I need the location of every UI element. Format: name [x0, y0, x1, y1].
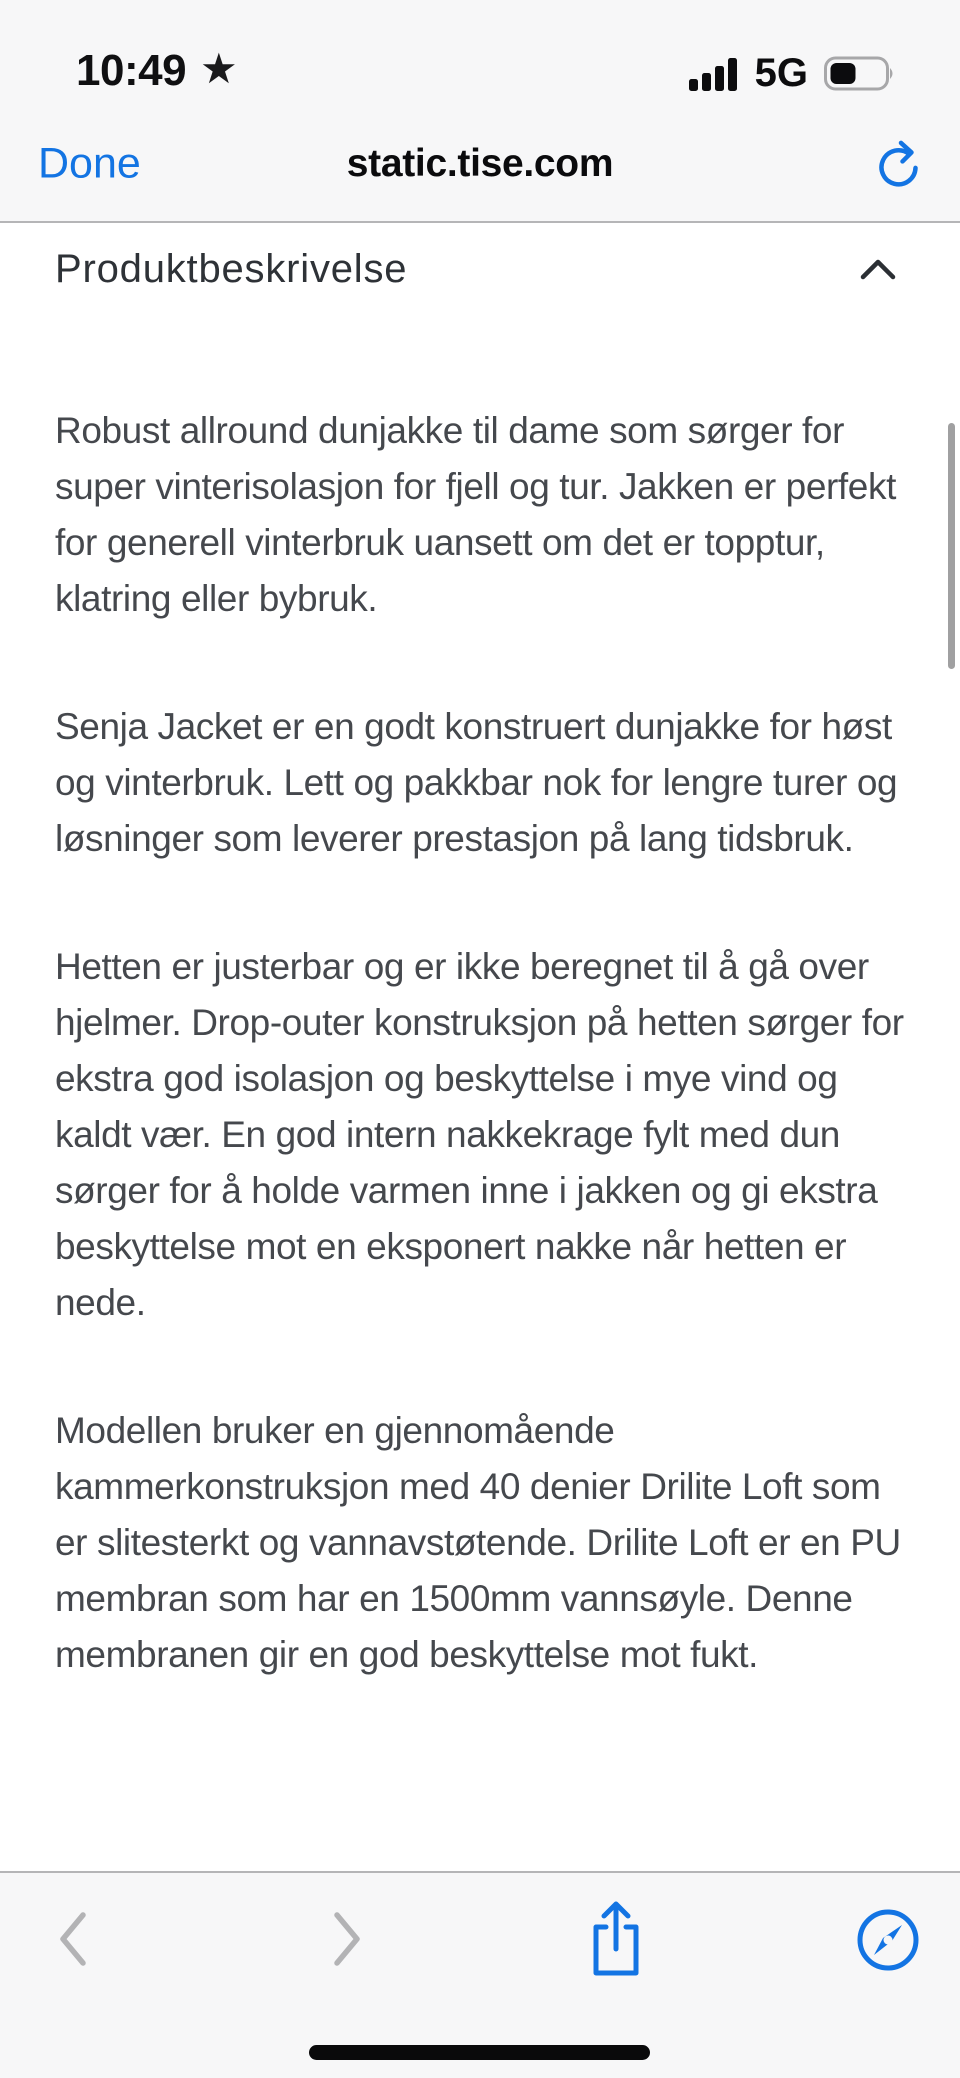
collapse-section-button[interactable]: [851, 253, 905, 285]
paragraph-3: Hetten er justerbar og er ikke beregnet til å gå over hjelmer. Drop-outer konstruksjon på hetten sørger for ekstra god isolasjon og beskyttelse i mye vind og kaldt vær. En god intern nakkekrage fylt med dun sørger for å holde varmen inne i jakken og gi ekstra beskyttelse mot en eksponert nakke når hetten er nede.: [55, 946, 904, 1323]
back-chevron-icon: [58, 1955, 88, 1970]
home-indicator[interactable]: [309, 2045, 650, 2060]
browser-toolbar: [0, 110, 960, 223]
done-button[interactable]: Done: [38, 139, 141, 188]
status-right-group: [689, 51, 896, 96]
product-description-text: [55, 403, 905, 1683]
focus-star-icon: ★: [200, 45, 238, 92]
reload-button[interactable]: [874, 137, 924, 191]
browser-bottom-toolbar: [0, 1871, 960, 2078]
back-button[interactable]: [58, 1911, 88, 1967]
paragraph-4: Modellen bruker en gjennomående kammerkonstruksjon med 40 denier Drilite Loft som er slitesterkt og vannavstøtende. Drilite Loft er en PU membran som har en 1500mm vannsøyle. Denne membranen gir en god beskyttelse mot fukt.: [55, 1410, 901, 1675]
forward-button[interactable]: [332, 1911, 362, 1967]
share-button[interactable]: [584, 1897, 648, 1981]
product-description-header: [55, 245, 905, 293]
signal-strength-icon: [689, 57, 739, 91]
scrollbar-thumb[interactable]: [948, 423, 955, 669]
paragraph-1: Robust allround dunjakke til dame som sørger for super vinterisolasjon for fjell og tur. Jakken er perfekt for generell vinterbruk uansett om det er topptur, klatring eller bybruk.: [55, 410, 896, 619]
url-address-label: static.tise.com: [346, 141, 614, 185]
status-left-group: [76, 46, 238, 96]
forward-chevron-icon: [332, 1955, 362, 1970]
battery-icon: [824, 56, 896, 92]
network-type-label: 5G: [754, 51, 808, 95]
web-content: [0, 223, 960, 1871]
safari-compass-icon: [855, 1961, 921, 1976]
paragraph-2: Senja Jacket er en godt konstruert dunjakke for høst og vinterbruk. Lett og pakkbar nok for lengre turer og løsninger som leverer prestasjon på lang tidsbruk.: [55, 706, 898, 859]
section-title: Produktbeskrivelse: [55, 247, 408, 291]
chevron-up-icon: [859, 269, 897, 284]
status-bar: [0, 0, 960, 110]
reload-icon: [874, 179, 924, 194]
open-in-safari-button[interactable]: [855, 1907, 921, 1973]
clock-text: 10:49: [76, 46, 187, 95]
share-icon: [584, 1969, 648, 1984]
